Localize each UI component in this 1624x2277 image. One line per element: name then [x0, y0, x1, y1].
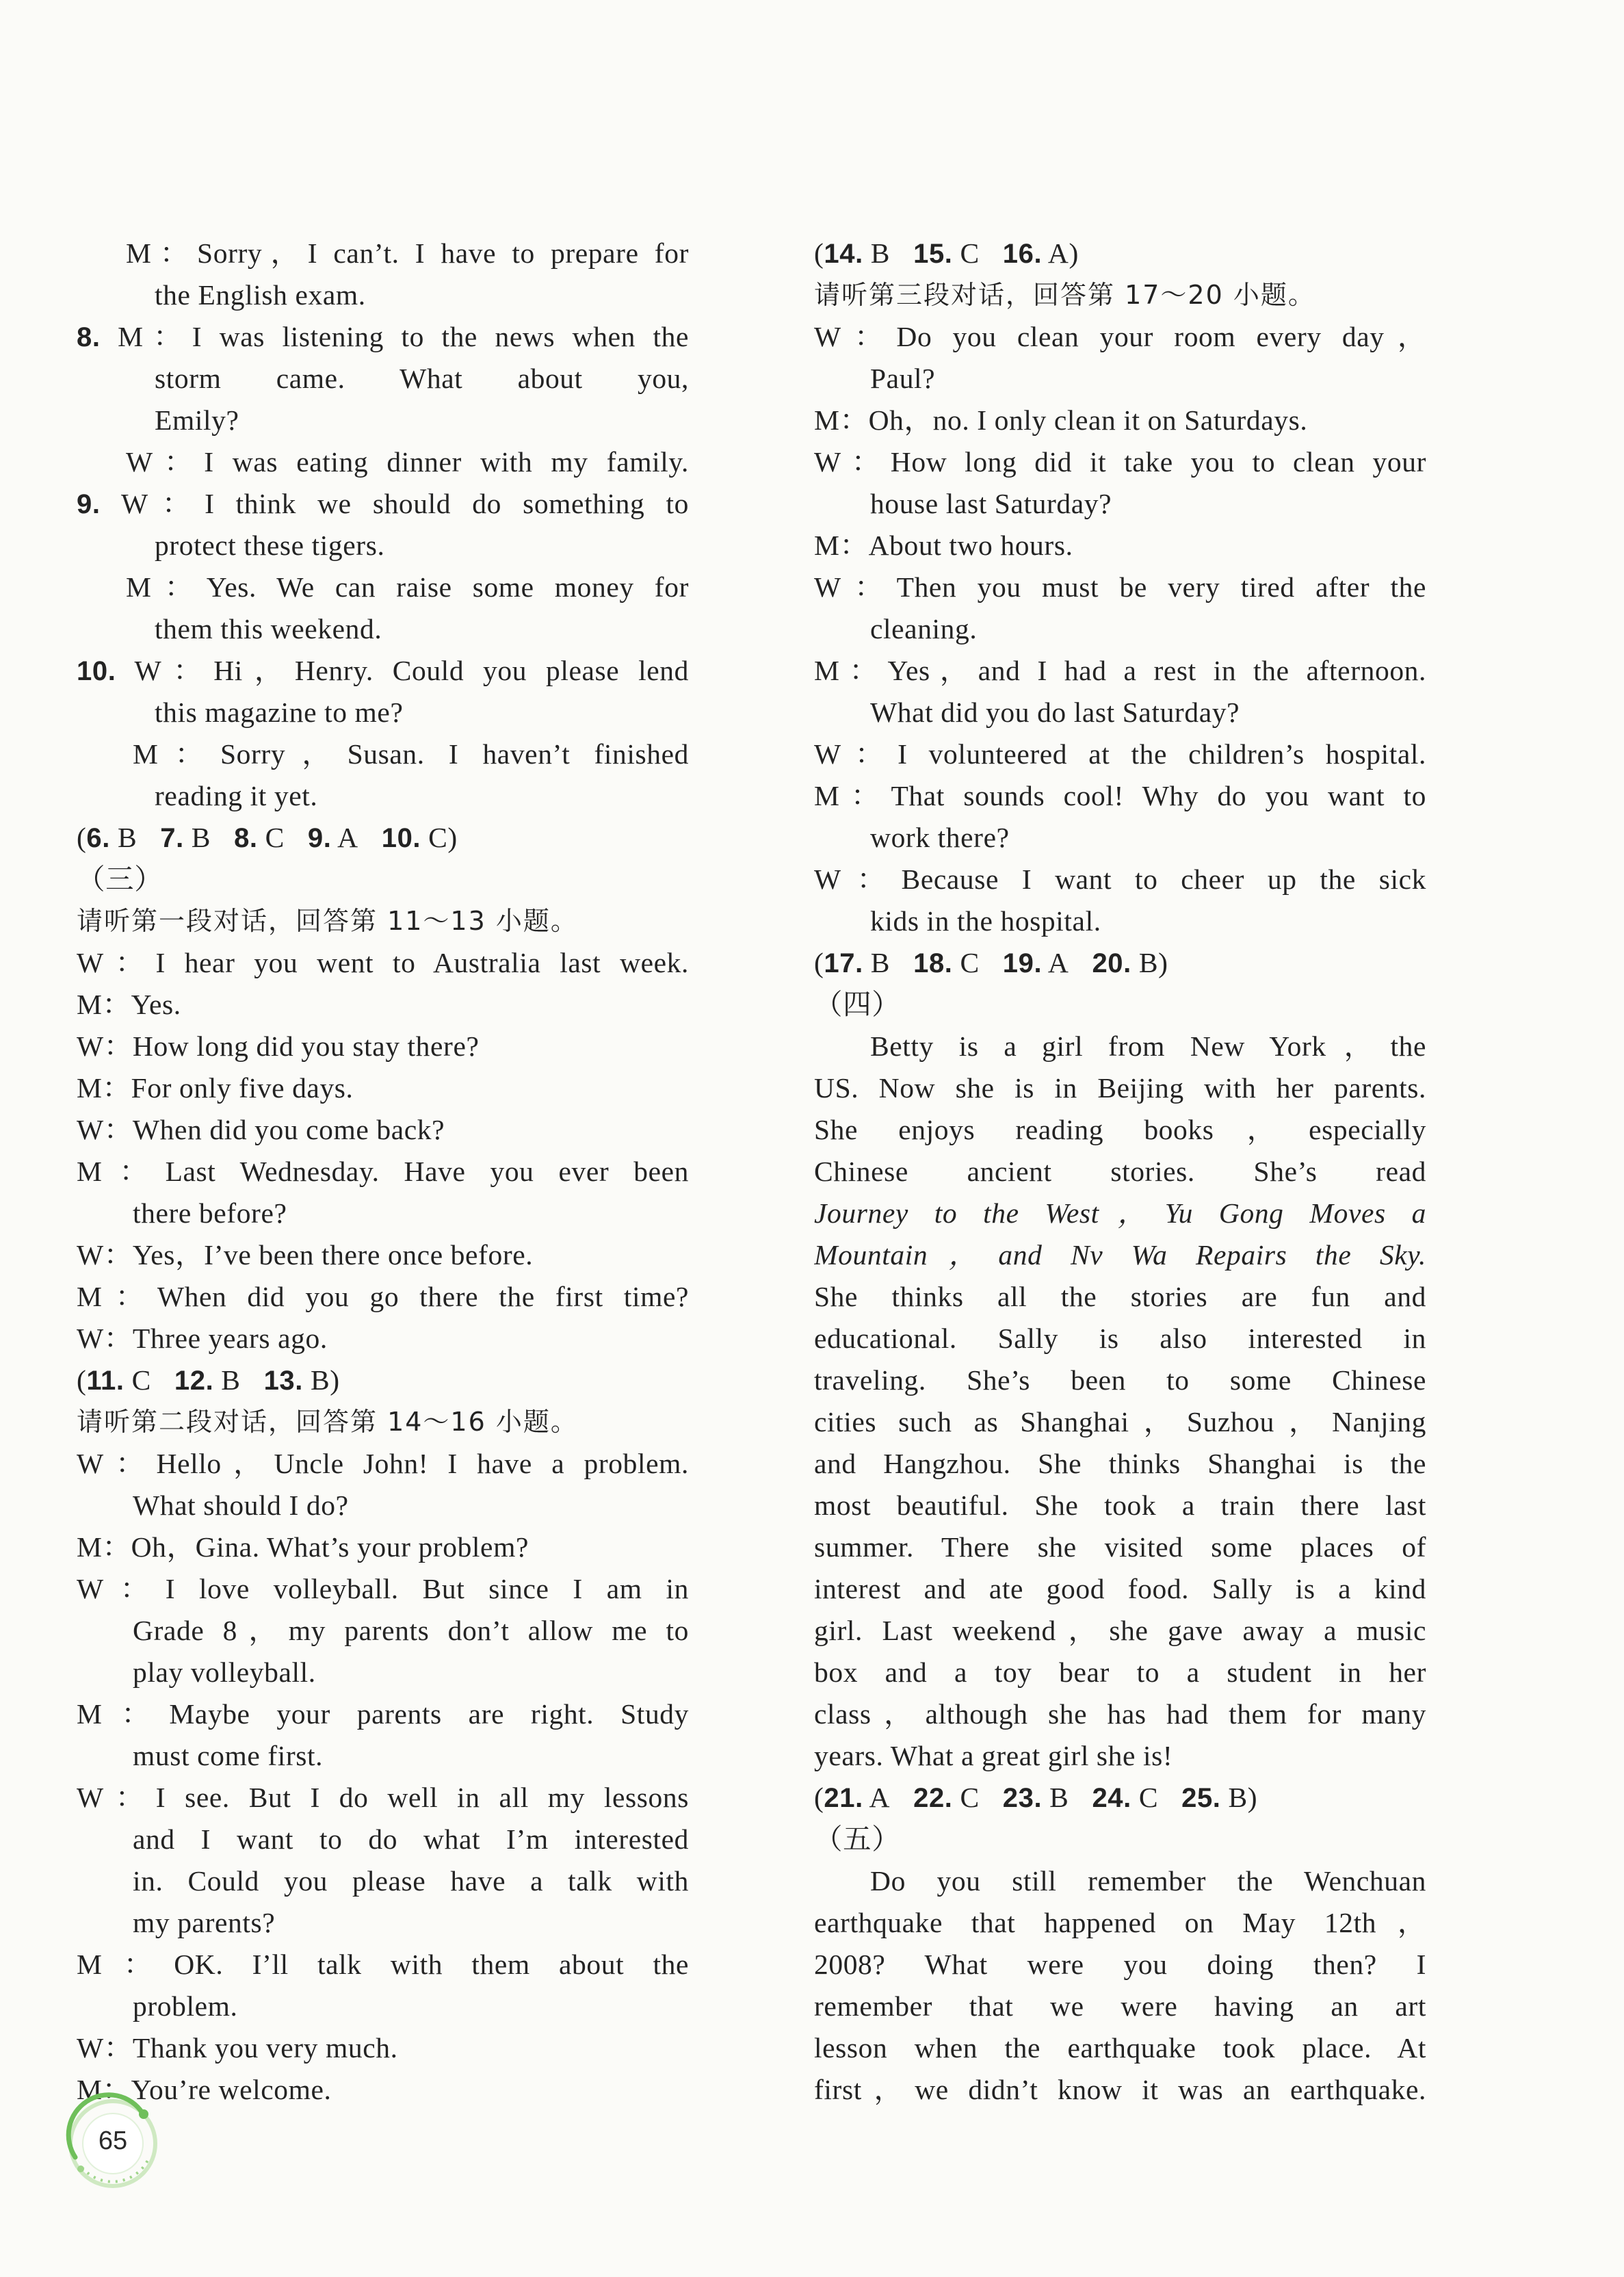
text-line	[77, 1067, 689, 1109]
text-line	[77, 1819, 689, 1860]
answer-number: 7.	[160, 823, 184, 853]
line-text: M：OK. I’ll talk with them about the	[77, 1949, 689, 1980]
text-line	[77, 1860, 689, 1902]
text-line	[814, 1276, 1426, 1318]
line-text: Do you still remember the Wenchuan	[870, 1865, 1426, 1897]
text-line	[814, 567, 1426, 608]
line-text: in. Could you please have a talk with	[133, 1865, 689, 1897]
line-text: the English exam.	[155, 279, 366, 311]
text-line	[77, 400, 689, 441]
answer-key-line: (17. B 18. C 19. A 20. B)	[814, 947, 1168, 978]
right-column	[814, 233, 1426, 2111]
line-text: M：Last Wednesday. Have you ever been	[77, 1156, 689, 1187]
line-text: W：Thank you very much.	[77, 2032, 398, 2064]
line-text: M：That sounds cool! Why do you want to	[814, 780, 1426, 811]
text-line	[77, 483, 689, 525]
text-line	[77, 525, 689, 567]
line-text: remember that we were having an art	[814, 1990, 1426, 2022]
text-line	[814, 358, 1426, 400]
line-text: What did you do last Saturday?	[870, 697, 1240, 728]
answer-number: 25.	[1181, 1783, 1221, 1813]
answer-letter: B	[183, 822, 211, 853]
text-line	[77, 859, 689, 900]
line-text: earthquake that happened on May 12th，	[814, 1907, 1426, 1938]
answer-number: 13.	[263, 1366, 303, 1396]
line-text: Grade 8，my parents don’t allow me to	[133, 1615, 689, 1646]
text-line	[77, 2069, 689, 2111]
line-text: Betty is a girl from New York，the	[870, 1030, 1426, 1062]
answer-letter: B	[213, 1364, 241, 1396]
line-text: M：Yes.	[77, 989, 181, 1020]
line-text: M：For only five days.	[77, 1072, 354, 1104]
line-text: cleaning.	[870, 613, 978, 645]
text-line	[77, 1652, 689, 1693]
line-text: house last Saturday?	[870, 488, 1112, 519]
line-text: girl. Last weekend，she gave away a music	[814, 1615, 1426, 1646]
text-line	[814, 859, 1426, 900]
text-line	[77, 441, 689, 483]
answer-number: 6.	[86, 823, 110, 853]
line-text: protect these tigers.	[155, 530, 385, 561]
answer-letter: C	[257, 822, 285, 853]
text-line	[814, 441, 1426, 483]
text-line	[77, 358, 689, 400]
line-text: class，although she has had them for many	[814, 1698, 1426, 1730]
text-line	[814, 400, 1426, 441]
answer-letter: C	[952, 237, 980, 269]
line-text: M：Sorry，I can’t. I have to prepare for	[126, 237, 689, 269]
line-text: W：Three years ago.	[77, 1323, 328, 1354]
line-text: W：How long did you stay there?	[77, 1030, 480, 1062]
text-line	[814, 692, 1426, 733]
line-text: W：Because I want to cheer up the sick	[814, 863, 1426, 895]
line-text: M：About two hours.	[814, 530, 1073, 561]
text-line	[814, 316, 1426, 358]
text-line	[814, 900, 1426, 942]
answer-letter: A	[1042, 237, 1069, 269]
answer-letter: B	[1131, 947, 1159, 978]
text-line	[77, 1318, 689, 1359]
answer-number: 17.	[824, 948, 863, 978]
text-line	[814, 817, 1426, 859]
answer-number: 12.	[174, 1366, 214, 1396]
text-line	[77, 942, 689, 984]
item-number: 10.	[77, 656, 116, 686]
line-text: my parents?	[133, 1907, 276, 1938]
line-text: 请听第二段对话，回答第 14～16 小题。	[77, 1407, 578, 1437]
text-line	[77, 984, 689, 1026]
text-line	[814, 1026, 1426, 1067]
text-line	[814, 733, 1426, 775]
answer-number: 15.	[913, 239, 953, 269]
text-line	[814, 1819, 1426, 1860]
answer-number: 19.	[1002, 948, 1043, 978]
line-text: M：Sorry，Susan. I haven’t finished	[133, 738, 689, 770]
line-text: W：I hear you went to Australia last week.	[77, 947, 689, 978]
answer-letter: B	[1042, 1782, 1069, 1813]
answer-letter: A	[331, 822, 358, 853]
answer-letter: C	[952, 947, 980, 978]
text-line	[814, 1902, 1426, 1944]
line-text: play volleyball.	[133, 1656, 316, 1688]
line-text: W：I was eating dinner with my family.	[126, 446, 689, 478]
answer-letter: C	[124, 1364, 151, 1396]
line-text: Chinese ancient stories. She’s read	[814, 1156, 1426, 1187]
line-text: must come first.	[133, 1740, 324, 1771]
text-line	[77, 1526, 689, 1568]
text-line	[814, 1234, 1426, 1276]
answer-number: 14.	[824, 239, 863, 269]
line-text: W：Do you clean your room every day，	[814, 321, 1426, 352]
text-line	[77, 233, 689, 274]
line-text: M：Yes，and I had a rest in the afternoon.	[814, 655, 1426, 686]
line-text: She enjoys reading books，especially	[814, 1114, 1426, 1145]
line-text: W：I see. But I do well in all my lessons	[77, 1782, 689, 1813]
text-line	[77, 608, 689, 650]
text-line	[77, 733, 689, 775]
text-line	[77, 692, 689, 733]
question-instruction	[77, 900, 689, 942]
line-text: cities such as Shanghai，Suzhou，Nanjing	[814, 1406, 1426, 1437]
line-text: Emily?	[155, 404, 239, 436]
text-line	[814, 525, 1426, 567]
text-line	[77, 2027, 689, 2069]
answer-letter: B	[302, 1364, 330, 1396]
text-line	[77, 1193, 689, 1234]
text-line	[814, 1443, 1426, 1485]
line-text: and I want to do what I’m interested	[133, 1823, 689, 1855]
answer-number: 16.	[1002, 239, 1043, 269]
question-instruction	[77, 1401, 689, 1443]
text-line	[814, 1986, 1426, 2027]
line-text: M：Oh，Gina. What’s your problem?	[77, 1531, 529, 1563]
line-text: W：I volunteered at the children’s hospital.	[814, 738, 1426, 770]
text-line	[814, 1318, 1426, 1359]
answer-letter: C	[952, 1782, 980, 1813]
answer-key-line: (11. C 12. B 13. B)	[77, 1364, 340, 1396]
line-text: W：When did you come back?	[77, 1114, 445, 1145]
text-line	[814, 1610, 1426, 1652]
answer-letter: C	[421, 822, 448, 853]
text-line	[814, 1693, 1426, 1735]
line-text: and Hangzhou. She thinks Shanghai is the	[814, 1448, 1426, 1479]
text-line	[77, 650, 689, 692]
text-line	[814, 775, 1426, 817]
line-text: W：I think we should do something to	[100, 488, 689, 519]
text-line	[77, 1485, 689, 1526]
line-text: box and a toy bear to a student in her	[814, 1656, 1426, 1688]
answer-number: 20.	[1092, 948, 1131, 978]
line-text: years. What a great girl she is!	[814, 1740, 1173, 1771]
line-text: W：Then you must be very tired after the	[814, 571, 1426, 603]
line-text: reading it yet.	[155, 780, 318, 811]
line-text: W：How long did it take you to clean your	[814, 446, 1426, 478]
text-line	[814, 1652, 1426, 1693]
text-line	[77, 775, 689, 817]
line-text: them this weekend.	[155, 613, 382, 645]
line-text: this magazine to me?	[155, 697, 404, 728]
text-line	[77, 316, 689, 358]
text-line	[814, 1944, 1426, 1986]
text-line	[77, 1735, 689, 1777]
line-text: Mountain，and Nv Wa Repairs the Sky.	[814, 1239, 1426, 1271]
page-number-badge	[62, 2092, 164, 2195]
line-text: 请听第一段对话，回答第 11～13 小题。	[77, 906, 578, 936]
item-number: 9.	[77, 489, 101, 519]
text-line	[77, 1026, 689, 1067]
text-line	[77, 1610, 689, 1652]
text-line	[77, 1151, 689, 1193]
text-line	[77, 1944, 689, 1986]
answer-letter: B	[1220, 1782, 1248, 1813]
line-text: Paul?	[870, 363, 936, 394]
text-line	[814, 1067, 1426, 1109]
line-text: 2008? What were you doing then? I	[814, 1949, 1426, 1980]
text-line	[814, 1359, 1426, 1401]
line-text: M：I was listening to the news when the	[100, 321, 689, 352]
item-number: 8.	[77, 322, 101, 352]
answer-number: 10.	[381, 823, 421, 853]
text-line	[77, 1693, 689, 1735]
text-line	[814, 1151, 1426, 1193]
text-line	[77, 1777, 689, 1819]
answer-letter: A	[1042, 947, 1069, 978]
text-line	[77, 567, 689, 608]
text-line	[814, 2069, 1426, 2111]
answer-number: 21.	[824, 1783, 863, 1813]
text-line	[77, 1234, 689, 1276]
line-text: W：I love volleyball. But since I am in	[77, 1573, 689, 1604]
line-text: storm came. What about you,	[155, 363, 689, 394]
text-line	[77, 1986, 689, 2027]
answer-number: 11.	[86, 1366, 125, 1396]
line-text: 请听第三段对话，回答第 17～20 小题。	[814, 280, 1315, 310]
line-text: there before?	[133, 1197, 287, 1229]
line-text: She thinks all the stories are fun and	[814, 1281, 1426, 1312]
text-line	[77, 1568, 689, 1610]
page-number: 65	[98, 2126, 128, 2155]
answer-number: 18.	[913, 948, 953, 978]
text-line	[77, 274, 689, 316]
line-text: （四）	[814, 989, 901, 1020]
text-line	[814, 1860, 1426, 1902]
answer-letter: C	[1131, 1782, 1159, 1813]
text-line	[77, 1109, 689, 1151]
answer-number: 23.	[1002, 1783, 1043, 1813]
line-text: （三）	[77, 863, 163, 895]
text-line	[814, 650, 1426, 692]
text-line	[814, 1109, 1426, 1151]
line-text: summer. There she visited some places of	[814, 1531, 1426, 1563]
line-text: lesson when the earthquake took place. At	[814, 2032, 1426, 2064]
text-line	[814, 608, 1426, 650]
line-text: kids in the hospital.	[870, 905, 1101, 937]
answer-number: 24.	[1092, 1783, 1131, 1813]
text-line	[814, 1485, 1426, 1526]
line-text: educational. Sally is also interested in	[814, 1323, 1426, 1354]
line-text: work there?	[870, 822, 1010, 853]
line-text: W：Yes，I’ve been there once before.	[77, 1239, 534, 1271]
line-text: US. Now she is in Beijing with her parents.	[814, 1072, 1426, 1104]
answer-number: 22.	[913, 1783, 953, 1813]
text-line	[814, 1401, 1426, 1443]
line-text: problem.	[133, 1990, 238, 2022]
line-text: M：You’re welcome.	[77, 2074, 332, 2105]
line-text: first，we didn’t know it was an earthquake.	[814, 2074, 1426, 2105]
text-line	[814, 2027, 1426, 2069]
answer-number: 9.	[307, 823, 332, 853]
line-text: （五）	[814, 1823, 901, 1855]
text-line	[814, 984, 1426, 1026]
answer-letter: B	[863, 947, 891, 978]
question-instruction	[814, 274, 1426, 316]
answer-number: 8.	[234, 823, 258, 853]
line-text: most beautiful. She took a train there last	[814, 1489, 1426, 1521]
text-line	[77, 1902, 689, 1944]
text-line	[814, 1735, 1426, 1777]
left-column	[77, 233, 689, 2111]
line-text: M：Yes. We can raise some money for	[126, 571, 689, 603]
text-line	[814, 1568, 1426, 1610]
answer-letter: B	[863, 237, 891, 269]
line-text: What should I do?	[133, 1489, 349, 1521]
answer-key-line: (6. B 7. B 8. C 9. A 10. C)	[77, 822, 458, 853]
text-line	[814, 1526, 1426, 1568]
line-text: Journey to the West，Yu Gong Moves a	[814, 1197, 1426, 1229]
answer-letter: A	[863, 1782, 891, 1813]
line-text: traveling. She’s been to some Chinese	[814, 1364, 1426, 1396]
line-text: W：Hello，Uncle John! I have a problem.	[77, 1448, 689, 1479]
line-text: M：When did you go there the first time?	[77, 1281, 689, 1312]
answer-letter: B	[109, 822, 137, 853]
line-text: W：Hi，Henry. Could you please lend	[116, 655, 689, 686]
line-text: M：Maybe your parents are right. Study	[77, 1698, 689, 1730]
answer-key-line: (14. B 15. C 16. A)	[814, 237, 1079, 269]
text-line	[814, 483, 1426, 525]
line-text: M：Oh，no. I only clean it on Saturdays.	[814, 404, 1308, 436]
answer-key-line: (21. A 22. C 23. B 24. C 25. B)	[814, 1782, 1258, 1813]
text-line	[77, 1443, 689, 1485]
line-text: interest and ate good food. Sally is a kind	[814, 1573, 1426, 1604]
text-line	[77, 1276, 689, 1318]
text-line	[814, 1193, 1426, 1234]
